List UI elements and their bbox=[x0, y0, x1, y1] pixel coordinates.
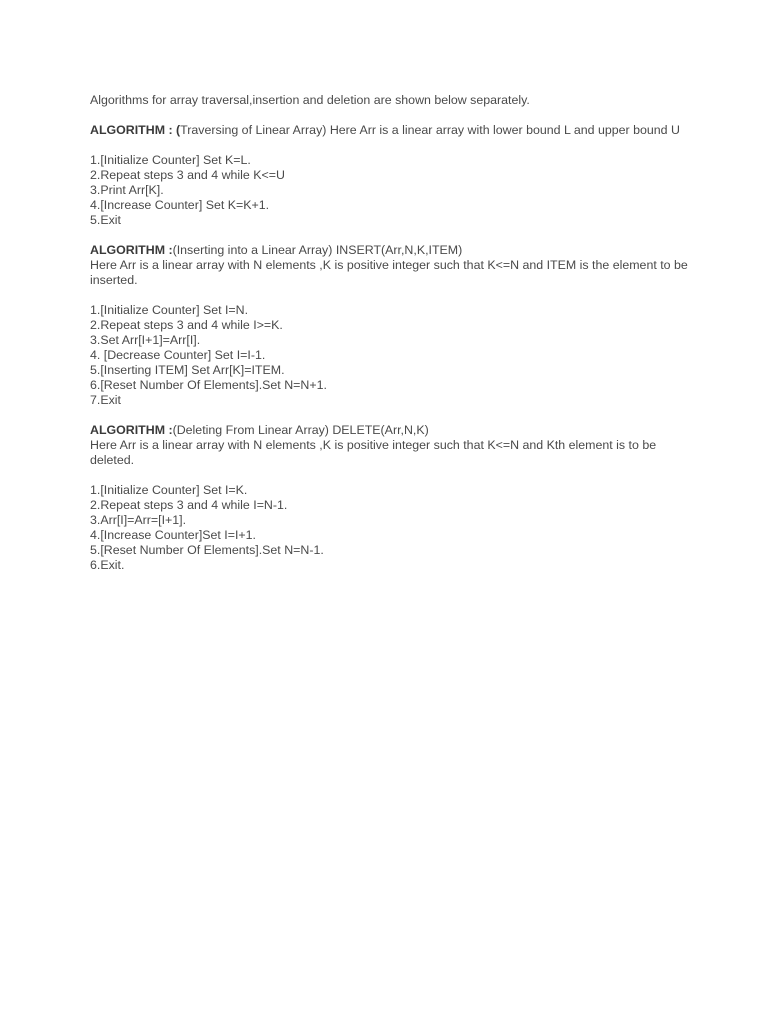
deletion-step: 6.Exit. bbox=[90, 558, 125, 572]
deletion-heading bbox=[90, 423, 690, 438]
insertion-description: Here Arr is a linear array with N elements ,K is positive integer such that K<=N and ITEM is the element to be inserted. bbox=[90, 258, 688, 287]
insertion-step: 1.[Initialize Counter] Set I=N. bbox=[90, 303, 249, 317]
traversal-heading bbox=[90, 123, 690, 138]
insertion-step: 4. [Decrease Counter] Set I=I-1. bbox=[90, 348, 266, 362]
intro-text: Algorithms for array traversal,insertion and deletion are shown below separately. bbox=[90, 93, 530, 107]
insertion-heading bbox=[90, 243, 690, 258]
traversal-label: ALGORITHM : ( bbox=[90, 123, 181, 137]
insertion-step: 7.Exit bbox=[90, 393, 121, 407]
deletion-steps bbox=[90, 483, 690, 573]
insertion-label: ALGORITHM : bbox=[90, 243, 173, 257]
traversal-step: 4.[Increase Counter] Set K=K+1. bbox=[90, 198, 270, 212]
deletion-step: 2.Repeat steps 3 and 4 while I=N-1. bbox=[90, 498, 288, 512]
deletion-step: 4.[Increase Counter]Set I=I+1. bbox=[90, 528, 256, 542]
traversal-step: 2.Repeat steps 3 and 4 while K<=U bbox=[90, 168, 285, 182]
document-body bbox=[90, 93, 690, 588]
insertion-step: 2.Repeat steps 3 and 4 while I>=K. bbox=[90, 318, 283, 332]
insertion-steps bbox=[90, 303, 690, 408]
deletion-step: 3.Arr[I]=Arr=[I+1]. bbox=[90, 513, 187, 527]
insertion-step: 3.Set Arr[I+1]=Arr[I]. bbox=[90, 333, 201, 347]
deletion-step: 1.[Initialize Counter] Set I=K. bbox=[90, 483, 248, 497]
deletion-description: Here Arr is a linear array with N elements ,K is positive integer such that K<=N and Kth element is to be deleted. bbox=[90, 438, 657, 467]
traversal-steps bbox=[90, 153, 690, 228]
deletion-title: (Deleting From Linear Array) DELETE(Arr,N,K) bbox=[172, 423, 429, 437]
insertion-title: (Inserting into a Linear Array) INSERT(Arr,N,K,ITEM) bbox=[172, 243, 463, 257]
traversal-title: Traversing of Linear Array) Here Arr is a linear array with lower bound L and upper bound U bbox=[180, 123, 680, 137]
deletion-step: 5.[Reset Number Of Elements].Set N=N-1. bbox=[90, 543, 324, 557]
traversal-step: 5.Exit bbox=[90, 213, 121, 227]
traversal-step: 3.Print Arr[K]. bbox=[90, 183, 164, 197]
traversal-step: 1.[Initialize Counter] Set K=L. bbox=[90, 153, 251, 167]
insertion-step: 6.[Reset Number Of Elements].Set N=N+1. bbox=[90, 378, 327, 392]
insertion-step: 5.[Inserting ITEM] Set Arr[K]=ITEM. bbox=[90, 363, 285, 377]
deletion-label: ALGORITHM : bbox=[90, 423, 173, 437]
